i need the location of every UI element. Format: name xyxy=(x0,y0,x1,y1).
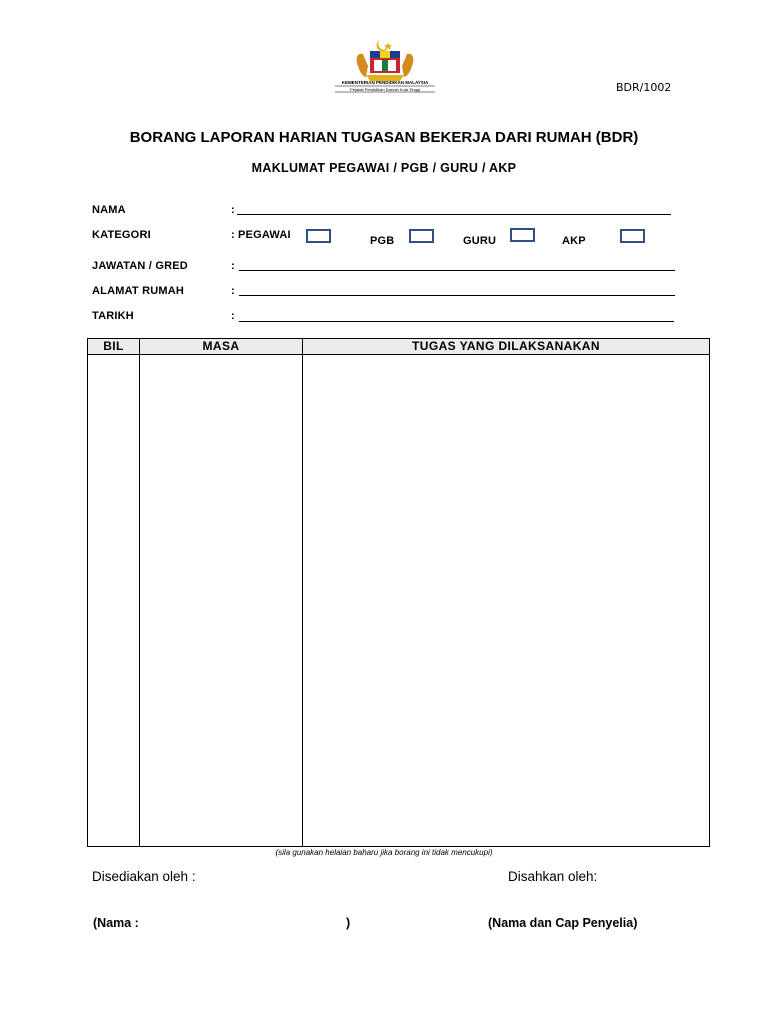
table-row xyxy=(88,355,710,847)
preparer-name-open: (Nama : xyxy=(93,916,139,930)
kategori-pgb-checkbox[interactable] xyxy=(409,229,434,243)
alamat-input-line[interactable] xyxy=(239,295,675,296)
bil-cell[interactable] xyxy=(88,355,140,847)
jawatan-colon: : xyxy=(231,260,235,272)
nama-input-line[interactable] xyxy=(237,214,671,215)
tarikh-label: TARIKH xyxy=(92,310,134,322)
form-title: BORANG LAPORAN HARIAN TUGASAN BEKERJA DARI RUMAH (BDR) xyxy=(129,129,639,146)
alamat-colon: : xyxy=(231,285,235,297)
kategori-colon: : xyxy=(231,229,235,241)
tarikh-input-line[interactable] xyxy=(239,321,674,322)
column-header-masa: MASA xyxy=(140,339,303,355)
jawatan-label: JAWATAN / GRED xyxy=(92,260,188,272)
alamat-label: ALAMAT RUMAH xyxy=(92,285,185,297)
nama-label: NAMA xyxy=(92,204,126,216)
kategori-option-pgb-label: PGB xyxy=(370,235,395,247)
masa-cell[interactable] xyxy=(140,355,303,847)
nama-colon: : xyxy=(231,204,235,216)
kategori-option-akp-label: AKP xyxy=(562,235,586,247)
office-name: Pejabat Pendidikan Daerah Kota Tinggi xyxy=(350,87,420,92)
jawatan-input-line[interactable] xyxy=(239,270,675,271)
kategori-pegawai-checkbox[interactable] xyxy=(306,229,331,243)
continuation-note: (sila gunakan helaian baharu jika borang ini tidak mencukupi) xyxy=(275,848,493,857)
document-code: BDR/1002 xyxy=(616,81,672,94)
kategori-akp-checkbox[interactable] xyxy=(620,229,645,243)
approved-by-label: Disahkan oleh: xyxy=(508,869,598,884)
supervisor-name-stamp: (Nama dan Cap Penyelia) xyxy=(488,916,638,930)
kategori-label: KATEGORI xyxy=(92,229,151,241)
column-header-tugas: TUGAS YANG DILAKSANAKAN xyxy=(303,339,710,355)
column-header-bil: BIL xyxy=(88,339,140,355)
kategori-option-guru-label: GURU xyxy=(463,235,497,247)
prepared-by-label: Disediakan oleh : xyxy=(92,869,196,884)
coat-of-arms-icon xyxy=(330,36,440,94)
tugas-cell[interactable] xyxy=(303,355,710,847)
table-header-row xyxy=(88,339,710,355)
tarikh-colon: : xyxy=(231,310,235,322)
ministry-crest-logo xyxy=(330,36,440,94)
ministry-name: KEMENTERIAN PENDIDIKAN MALAYSIA xyxy=(341,80,429,85)
preparer-name-close: ) xyxy=(346,916,351,930)
form-subtitle: MAKLUMAT PEGAWAI / PGB / GURU / AKP xyxy=(251,161,517,175)
kategori-guru-checkbox[interactable] xyxy=(510,228,535,242)
task-log-table xyxy=(87,338,710,847)
kategori-option-pegawai-label: PEGAWAI xyxy=(238,229,291,241)
